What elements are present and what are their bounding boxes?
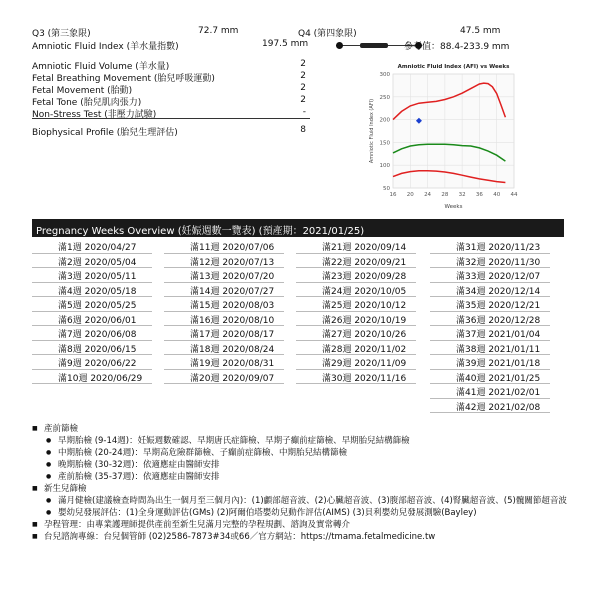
week-cell: 滿21週 2020/09/14 [296, 239, 416, 254]
week-cell: 滿13週 2020/07/20 [164, 268, 284, 283]
prenatal-item: ● 早期胎檢 (9-14週)：妊娠週數確認、早期唐氏症篩檢、早期子癲前症篩檢、早期胎兒結構篩檢 [32, 435, 572, 447]
week-cell: 滿15週 2020/08/03 [164, 297, 284, 312]
week-cell: 滿14週 2020/07/27 [164, 283, 284, 298]
newborn-item: ● 嬰幼兒發展評估：(1)全身運動評估(GMs) (2)阿爾伯塔嬰幼兒動作評估(AIMS) (3)貝利嬰幼兒發展測驗(Bayley) [32, 507, 572, 519]
week-cell: 滿33週 2020/12/07 [430, 268, 550, 283]
week-cell: 滿8週 2020/06/15 [32, 341, 152, 356]
bpp-label: Fetal Breathing Movement (胎兒呼吸運動) [32, 74, 215, 84]
bpp-row [32, 59, 310, 71]
afi-gauge-marker [360, 43, 388, 48]
x-tick-label: 44 [510, 192, 518, 198]
week-cell: 滿31週 2020/11/23 [430, 239, 550, 254]
week-cell: 滿37週 2021/01/04 [430, 326, 550, 341]
afi-row [32, 39, 592, 51]
y-tick-label: 250 [379, 94, 390, 101]
prenatal-item: ● 中期胎檢 (20-24週)：早期高危險群篩檢、子癲前症篩檢、中期胎兒結構篩檢 [32, 447, 572, 459]
bpp-total-score: 8 [300, 125, 306, 135]
week-cell: 滿36週 2020/12/28 [430, 312, 550, 327]
chart-title: Amniotic Fluid Index (AFI) vs Weeks [397, 64, 510, 70]
newborn-item: ● 滿月健檢(建議檢查時間為出生一個月至三個月內)：(1)顱部超音波、(2)心臟超音波、(3)腹部超音波、(4)腎臟超音波、(5)髖關節超音波 [32, 495, 572, 507]
newborn-heading: ■ 新生兒篩檢 [32, 483, 572, 495]
week-cell: 滿12週 2020/07/13 [164, 254, 284, 269]
prenatal-heading: ■ 產前篩檢 [32, 423, 572, 435]
weeks-column-4 [430, 239, 550, 413]
week-cell: 滿19週 2020/08/31 [164, 355, 284, 370]
x-tick-label: 20 [406, 192, 414, 198]
week-cell: 滿7週 2020/06/08 [32, 326, 152, 341]
x-tick-label: 36 [475, 192, 483, 198]
prenatal-item: ● 晚期胎檢 (30-32週)：依適應症由醫師安排 [32, 459, 572, 471]
week-cell: 滿29週 2020/11/09 [296, 355, 416, 370]
weeks-column-3 [296, 239, 416, 384]
week-cell: 滿26週 2020/10/19 [296, 312, 416, 327]
y-axis-label: Amniotic Fluid Index (AFI) [369, 98, 375, 164]
bpp-total-row [32, 125, 310, 137]
week-cell: 滿23週 2020/09/28 [296, 268, 416, 283]
y-tick-label: 200 [379, 117, 390, 124]
week-cell: 滿16週 2020/08/10 [164, 312, 284, 327]
y-tick-label: 300 [379, 72, 390, 78]
q4-label: Q4 (第四象限) [298, 29, 357, 39]
q3-label: Q3 (第三象限) [32, 29, 91, 39]
x-tick-label: 32 [458, 192, 466, 198]
x-tick-label: 28 [441, 192, 449, 198]
week-cell: 滿32週 2020/11/30 [430, 254, 550, 269]
week-cell: 滿20週 2020/09/07 [164, 370, 284, 385]
afi-chart [366, 60, 522, 218]
afi-gauge-min-dot [336, 42, 343, 49]
afi-chart-svg [366, 60, 522, 218]
week-cell: 滿17週 2020/08/17 [164, 326, 284, 341]
contact-note: ■ 台兒諮詢專線：台兒個管師 (02)2586-7873#34或66／官方網站：https://tmama.fetalmedicine.tw [32, 531, 572, 543]
week-cell: 滿40週 2021/01/25 [430, 370, 550, 385]
week-cell: 滿3週 2020/05/11 [32, 268, 152, 283]
weeks-column-1 [32, 239, 152, 384]
week-cell: 滿38週 2021/01/11 [430, 341, 550, 356]
bpp-row [32, 83, 310, 95]
care-note: ■ 孕程管理：由專業護理師提供產前至新生兒滿月完整的孕程規劃、諮詢及實常轉介 [32, 519, 572, 531]
week-cell: 滿9週 2020/06/22 [32, 355, 152, 370]
bpp-score: 2 [300, 83, 306, 93]
bpp-total-label: Biophysical Profile (胎兒生理評估) [32, 128, 178, 138]
afi-reference: 參考值：88.4-233.9 mm [404, 42, 510, 52]
q3-value: 72.7 mm [198, 26, 239, 36]
bpp-score: 2 [300, 71, 306, 81]
week-cell: 滿28週 2020/11/02 [296, 341, 416, 356]
week-cell: 滿25週 2020/10/12 [296, 297, 416, 312]
week-cell: 滿18週 2020/08/24 [164, 341, 284, 356]
week-cell: 滿2週 2020/05/04 [32, 254, 152, 269]
bpp-score: 2 [300, 59, 306, 69]
bpp-row [32, 107, 310, 119]
y-tick-label: 100 [379, 163, 390, 170]
bpp-score: - [302, 107, 306, 117]
week-cell: 滿35週 2020/12/21 [430, 297, 550, 312]
week-cell: 滿24週 2020/10/05 [296, 283, 416, 298]
afi-value: 197.5 mm [262, 39, 309, 49]
bpp-label: Fetal Movement (胎動) [32, 86, 133, 96]
week-cell: 滿11週 2020/07/06 [164, 239, 284, 254]
week-cell: 滿4週 2020/05/18 [32, 283, 152, 298]
bpp-row [32, 71, 310, 83]
week-cell: 滿22週 2020/09/21 [296, 254, 416, 269]
afi-label: Amniotic Fluid Index (羊水量指數) [32, 42, 179, 52]
week-cell: 滿10週 2020/06/29 [32, 370, 152, 385]
week-cell: 滿41週 2021/02/01 [430, 384, 550, 399]
overview-title: Pregnancy Weeks Overview (妊娠週數一覽表) (預產期：2021/01/25) [36, 226, 365, 237]
q4-value: 47.5 mm [460, 26, 501, 36]
week-cell: 滿27週 2020/10/26 [296, 326, 416, 341]
week-cell: 滿30週 2020/11/16 [296, 370, 416, 385]
weeks-column-2 [164, 239, 284, 384]
week-cell: 滿34週 2020/12/14 [430, 283, 550, 298]
quadrant-row [32, 26, 592, 38]
week-cell: 滿6週 2020/06/01 [32, 312, 152, 327]
prenatal-item: ● 產前胎檢 (35-37週)：依適應症由醫師安排 [32, 471, 572, 483]
bpp-score: 2 [300, 95, 306, 105]
week-cell: 滿39週 2021/01/18 [430, 355, 550, 370]
bpp-label: Amniotic Fluid Volume (羊水量) [32, 62, 170, 72]
week-cell: 滿1週 2020/04/27 [32, 239, 152, 254]
bpp-label: Non-Stress Test (非壓力試驗) [32, 110, 157, 120]
week-cell: 滿5週 2020/05/25 [32, 297, 152, 312]
x-tick-label: 40 [493, 192, 501, 198]
x-tick-label: 24 [424, 192, 432, 198]
week-cell: 滿42週 2021/02/08 [430, 399, 550, 414]
bpp-table [32, 59, 310, 137]
bpp-row [32, 95, 310, 107]
x-tick-label: 16 [389, 192, 397, 198]
y-tick-label: 150 [379, 140, 390, 147]
bpp-label: Fetal Tone (胎兒肌肉張力) [32, 98, 142, 108]
x-axis-label: Weeks [444, 204, 463, 210]
y-tick-label: 50 [383, 186, 390, 192]
notes-section [32, 423, 572, 543]
overview-header [32, 219, 564, 237]
